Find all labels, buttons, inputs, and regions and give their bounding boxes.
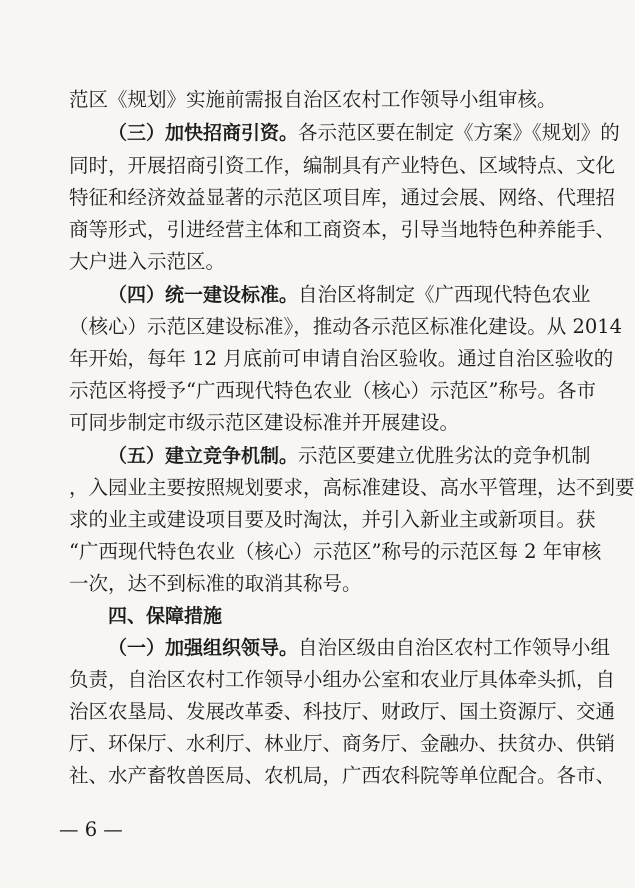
paragraph-text: 商等形式，引进经营主体和工商资本，引导当地特色种养能手、 <box>69 218 616 241</box>
paragraph-text: ，入园业主要按照规划要求，高标准建设、高水平管理，达不到要 <box>69 476 635 499</box>
paragraph-text: 示范区要建立优胜劣汰的竞争机制 <box>298 444 591 467</box>
text-line <box>108 634 611 662</box>
paragraph-text: （核心）示范区建设标准》，推动各示范区标准化建设。从 2014 <box>69 315 623 338</box>
text-line <box>69 248 547 276</box>
part-heading: 四、保障措施 <box>108 605 223 627</box>
text-line <box>69 377 596 405</box>
section-heading: （一）加强组织领导。 <box>108 637 299 659</box>
text-line <box>108 602 547 630</box>
paragraph-text: 社、水产畜牧兽医局、农机局，广西农科院等单位配合。各市、 <box>69 764 616 787</box>
paragraph-text: 各示范区要在制定《方案》《规划》的 <box>298 121 620 144</box>
paragraph-text: 同时，开展招商引资工作，编制具有产业特色、区域特点、文化 <box>69 154 616 177</box>
paragraph-text: 可同步制定市级示范区建设标准并开展建设。 <box>69 411 460 434</box>
paragraph-text: 大户进入示范区。 <box>69 250 226 273</box>
text-line <box>108 281 591 309</box>
text-line <box>69 762 616 790</box>
text-line <box>69 474 635 502</box>
section-heading: （三）加快招商引资。 <box>108 122 299 144</box>
text-line <box>69 86 557 114</box>
paragraph-text: 治区农垦局、发展改革委、科技厅、财政厅、国土资源厅、交通 <box>69 700 616 723</box>
text-line <box>69 730 616 758</box>
paragraph-text: 厅、环保厅、水利厅、林业厅、商务厅、金融办、扶贫办、供销 <box>69 732 616 755</box>
text-line <box>69 152 616 180</box>
paragraph-text: 自治区级由自治区农村工作领导小组 <box>298 636 611 659</box>
page-number: — 6 — <box>59 818 123 841</box>
text-line <box>69 666 616 694</box>
text-line <box>69 409 547 437</box>
text-line <box>69 345 614 373</box>
paragraph-text: 求的业主或建设项目要及时淘汰，并引入新业主或新项目。获 <box>69 508 596 531</box>
text-line <box>69 313 623 341</box>
section-heading: （四）统一建设标准。 <box>108 284 299 306</box>
text-line <box>108 442 591 470</box>
text-line <box>69 184 616 212</box>
text-line <box>69 216 616 244</box>
paragraph-text: 特征和经济效益显著的示范区项目库，通过会展、网络、代理招 <box>69 186 616 209</box>
text-line <box>69 538 602 566</box>
text-line <box>108 119 620 147</box>
section-heading: （五）建立竞争机制。 <box>108 445 299 467</box>
text-line <box>69 506 596 534</box>
paragraph-text: 一次，达不到标准的取消其称号。 <box>69 572 362 595</box>
paragraph-text: 示范区将授予“广西现代特色农业（核心）示范区”称号。各市 <box>69 379 596 402</box>
text-line <box>69 570 547 598</box>
paragraph-text: 负责，自治区农村工作领导小组办公室和农业厅具体牵头抓，自 <box>69 668 616 691</box>
paragraph-text: 范区《规划》实施前需报自治区农村工作领导小组审核。 <box>69 88 557 111</box>
paragraph-text: 年开始，每年 12 月底前可申请自治区验收。通过自治区验收的 <box>69 347 614 370</box>
paragraph-text: “广西现代特色农业（核心）示范区”称号的示范区每 2 年审核 <box>69 540 602 563</box>
text-line <box>69 698 616 726</box>
paragraph-text: 自治区将制定《广西现代特色农业 <box>298 283 591 306</box>
